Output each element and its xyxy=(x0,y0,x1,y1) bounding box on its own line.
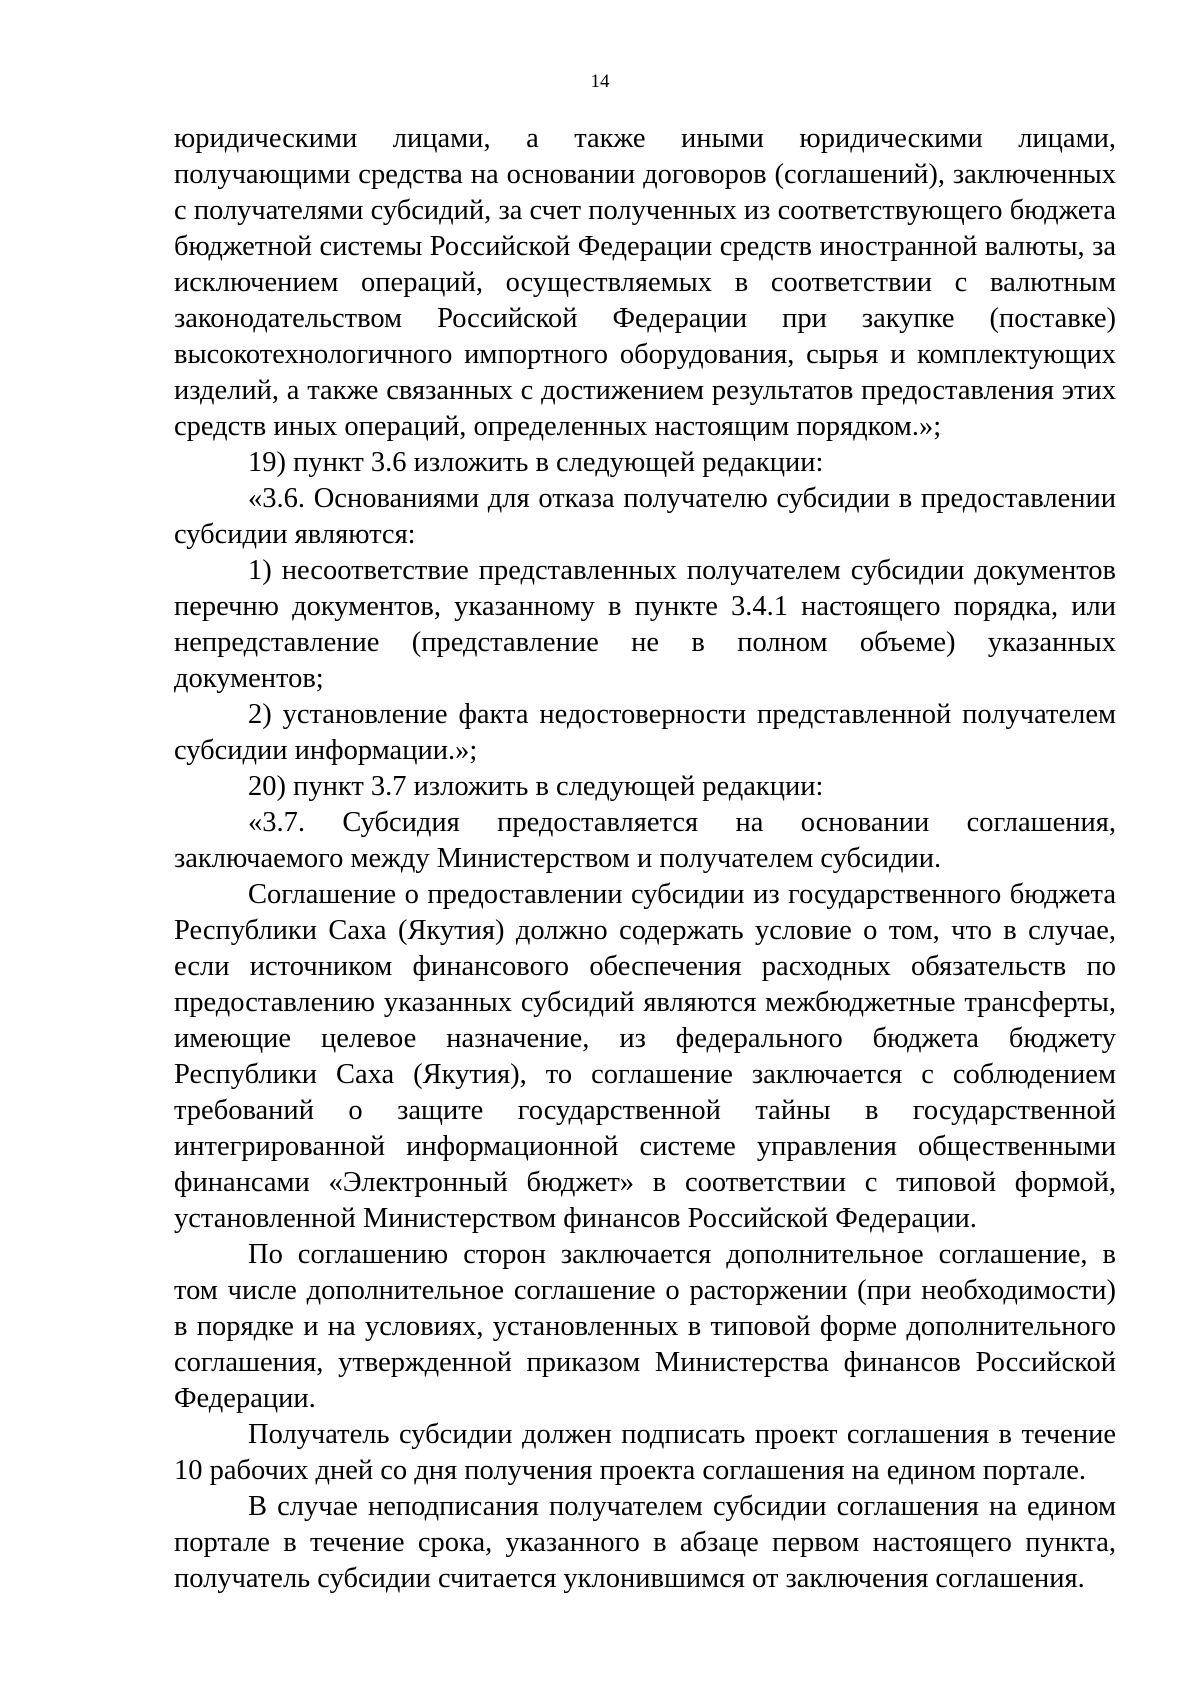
paragraph: юридическими лицами, а также иными юридическими лицами, получающими средства на основании договоров (соглашений), заключенных с получателями субсидий, за счет полученных из соответствующего бюджета бюджетной системы Российской Федерации средств иностранной валюты, за исключением операций, осуществляемых в соответствии с валютным законодательством Российской Федерации при закупке (поставке) высокотехнологичного импортного оборудования, сырья и комплектующих изделий, а также связанных с достижением результатов предоставления этих средств иных операций, определенных настоящим порядком.»; xyxy=(174,123,1116,442)
page-number: 14 xyxy=(590,71,610,92)
paragraph: 1) несоответствие представленных получателем субсидии документов перечню документов, указанному в пункте 3.4.1 настоящего порядка, или непредставление (представление не в полном объеме) указанных документов; xyxy=(174,555,1116,694)
paragraph: 2) установление факта недостоверности представленной получателем субсидии информации.»; xyxy=(174,699,1116,766)
paragraph: 20) пункт 3.7 изложить в следующей редакции: xyxy=(248,771,824,802)
paragraph: Получатель субсидии должен подписать проект соглашения в течение 10 рабочих дней со дня получения проекта соглашения на едином портале. xyxy=(174,1419,1116,1486)
document-body xyxy=(174,121,1116,1597)
paragraph: «3.6. Основаниями для отказа получателю субсидии в предоставлении субсидии являются: xyxy=(174,483,1116,550)
paragraph: По соглашению сторон заключается дополнительное соглашение, в том числе дополнительное соглашение о расторжении (при необходимости) в порядке и на условиях, установленных в типовой форме дополнительного соглашения, утвержденной приказом Министерства финансов Российской Федерации. xyxy=(174,1239,1116,1414)
paragraph: 19) пункт 3.6 изложить в следующей редакции: xyxy=(248,447,824,478)
paragraph: В случае неподписания получателем субсидии соглашения на едином портале в течение срока, указанного в абзаце первом настоящего пункта, получатель субсидии считается уклонившимся от заключения соглашения. xyxy=(174,1491,1116,1594)
paragraph: «3.7. Субсидия предоставляется на основании соглашения, заключаемого между Министерством и получателем субсидии. xyxy=(174,807,1116,874)
paragraph: Соглашение о предоставлении субсидии из государственного бюджета Республики Саха (Якутия) должно содержать условие о том, что в случае, если источником финансового обеспечения расходных обязательств по предоставлению указанных субсидий являются межбюджетные трансферты, имеющие целевое назначение, из федерального бюджета бюджету Республики Саха (Якутия), то соглашение заключается с соблюдением требований о защите государственной тайны в государственной интегрированной информационной системе управления общественными финансами «Электронный бюджет» в соответствии с типовой формой, установленной Министерством финансов Российской Федерации. xyxy=(174,879,1116,1234)
